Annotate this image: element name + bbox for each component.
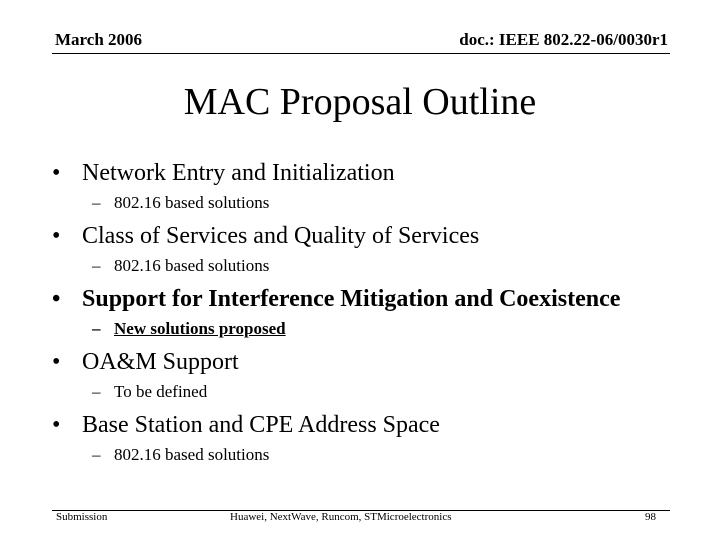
dash-glyph: –: [92, 319, 101, 338]
sub-bullet-item: [92, 381, 692, 403]
sub-bullet-text: 802.16 based solutions: [114, 445, 270, 464]
bullet-glyph: •: [52, 286, 61, 312]
footer-authors: Huawei, NextWave, Runcom, STMicroelectronics: [230, 511, 452, 523]
header-date: March 2006: [55, 30, 143, 49]
bullet-text: Support for Interference Mitigation and Coexistence: [82, 286, 621, 312]
bullet-item: [52, 284, 692, 314]
bullet-item: [52, 410, 692, 440]
bullet-glyph: •: [52, 160, 61, 186]
bullet-text: Class of Services and Quality of Services: [82, 223, 480, 249]
bullet-item: [52, 347, 692, 377]
sub-bullet-item: [92, 192, 692, 214]
bullet-text: Network Entry and Initialization: [82, 160, 395, 186]
sub-bullet-item: [92, 255, 692, 277]
bullet-text: OA&M Support: [82, 349, 239, 375]
slide-content: [52, 158, 692, 473]
sub-bullet-item: [92, 444, 692, 466]
bullet-glyph: •: [52, 412, 61, 438]
dash-glyph: –: [92, 382, 101, 401]
bullet-text: Base Station and CPE Address Space: [82, 412, 440, 438]
sub-bullet-text: New solutions proposed: [114, 319, 286, 338]
sub-bullet-text: To be defined: [114, 382, 208, 401]
dash-glyph: –: [92, 193, 101, 212]
bullet-glyph: •: [52, 223, 61, 249]
header-doc-id: doc.: IEEE 802.22-06/0030r1: [459, 30, 668, 49]
bullet-glyph: •: [52, 349, 61, 375]
dash-glyph: –: [92, 445, 101, 464]
sub-bullet-text: 802.16 based solutions: [114, 193, 270, 212]
header-divider: [52, 53, 670, 54]
slide-title: MAC Proposal Outline: [183, 81, 537, 123]
sub-bullet-item: [92, 318, 692, 340]
bullet-item: [52, 221, 692, 251]
sub-bullet-text: 802.16 based solutions: [114, 256, 270, 275]
bullet-item: [52, 158, 692, 188]
footer-page-number: 98: [645, 511, 656, 523]
footer-submission: Submission: [56, 511, 108, 523]
dash-glyph: –: [92, 256, 101, 275]
